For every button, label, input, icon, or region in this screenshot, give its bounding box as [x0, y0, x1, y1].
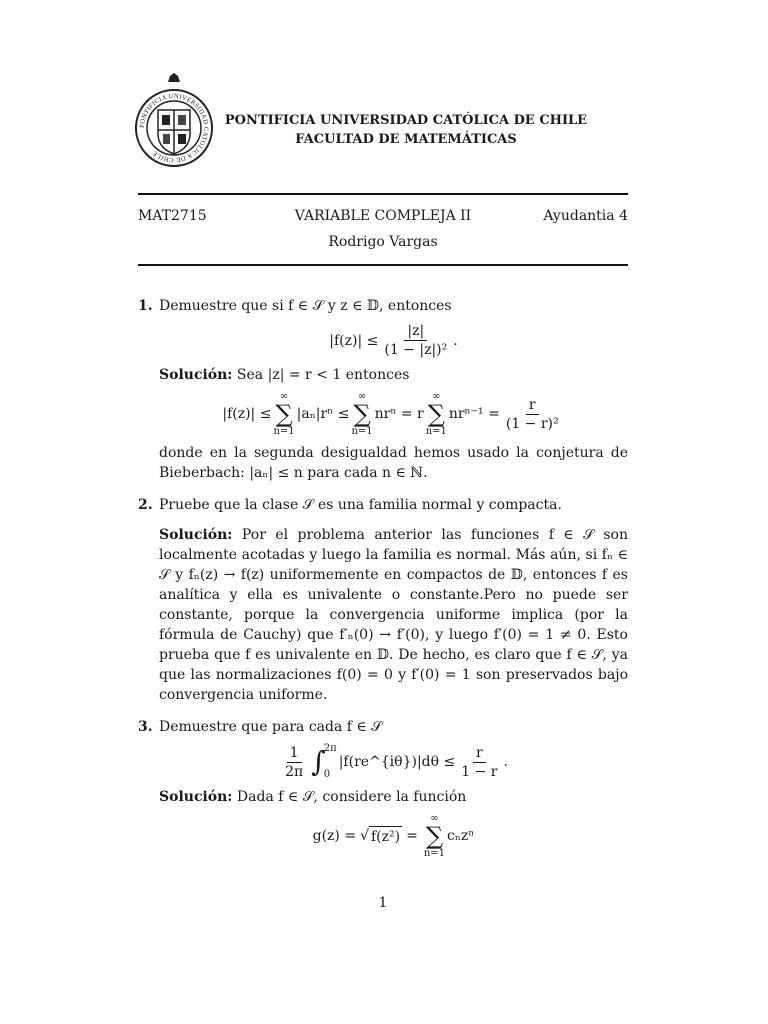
term: nrⁿ⁻¹ =: [448, 406, 500, 422]
institution-name: PONTIFICIA UNIVERSIDAD CATÓLICA DE CHILE: [224, 113, 588, 128]
problem-statement: Pruebe que la clase 𝒮 es una familia normal y compacta.: [159, 497, 562, 513]
eq-end: .: [503, 754, 508, 770]
paragraph: donde en la segunda desigualdad hemos usado la conjetura de Bieberbach: |aₙ| ≤ n para cada n ∈ ℕ.: [159, 445, 628, 481]
problem-number: 3.: [138, 719, 153, 735]
problem-2: [138, 495, 628, 705]
integrand: |f(re^{iθ})|dθ ≤: [338, 754, 456, 770]
solution-text: Por el problema anterior las funciones f ∈ 𝒮 son localmente acotadas y luego la familia es normal. Más aún, si fₙ ∈ 𝒮 y fₙ(z) → f(z) uniformemente en compactos de 𝔻, entonces f es analítica y ella es univalente o constante.Pero no puede ser constante, porque la convergencia uniforme implica (por la fórmula de Cauchy) que f′ₙ(0) → f′(0), y luego f′(0) = 1 ≠ 0. Esto prueba que f es univalente en 𝔻. De hecho, es claro que f ∈ 𝒮, ya que las normalizaciones f(0) = 0 y f′(0) = 1 son preservados bajo convergencia uniforme.: [159, 527, 628, 703]
equation: [159, 391, 628, 437]
denominator: (1 − |z|)²: [384, 342, 448, 358]
eq-lhs: g(z) =: [312, 828, 357, 844]
solution-text: Sea |z| = r < 1 entonces: [232, 367, 410, 383]
author-name: Rodrigo Vargas: [328, 234, 438, 250]
eq-lhs: |f(z)| ≤: [329, 332, 379, 349]
equation: [159, 743, 628, 781]
term: |aₙ|rⁿ ≤: [296, 406, 350, 422]
institution-heading: [222, 111, 590, 149]
university-seal-logo: [134, 72, 214, 170]
problem-number: 2.: [138, 497, 153, 513]
problem-statement: Demuestre que si f ∈ 𝒮 y z ∈ 𝔻, entonces: [159, 298, 452, 314]
course-title: VARIABLE COMPLEJA II: [294, 208, 472, 224]
problem-1: [138, 296, 628, 483]
eq-end: .: [453, 332, 458, 349]
solution-label: Solución:: [159, 527, 233, 543]
problem-number: 1.: [138, 298, 153, 314]
summation: ∞ ∑ n=1: [351, 391, 373, 437]
bottom-rule: [138, 264, 628, 266]
problem-statement: Demuestre que para cada f ∈ 𝒮: [159, 719, 383, 735]
svg-text:PONTIFICIA UNIVERSIDAD CATOLIC: PONTIFICIA UNIVERSIDAD CATOLICA DE CHILE: [138, 92, 210, 164]
fraction: $\frac{r}{1 - r}$: [461, 744, 498, 780]
top-rule: [138, 193, 628, 195]
numerator: |z|: [404, 322, 427, 341]
course-code: MAT2715: [138, 208, 207, 224]
problem-3: [138, 717, 628, 859]
fraction: [381, 322, 450, 359]
summation: ∞ ∑ n=1: [273, 391, 295, 437]
eq-lhs: |f(z)| ≤: [222, 406, 272, 422]
term: nrⁿ = r: [374, 406, 424, 422]
solution-text: Dada f ∈ 𝒮, considere la función: [232, 789, 467, 805]
integral: ∫ 2π 0: [311, 743, 337, 780]
solution-label: Solución:: [159, 367, 233, 383]
fraction: $\frac{r}{\text{(1 − r)²}}$: [505, 396, 559, 432]
content-body: [138, 296, 628, 865]
eq-rhs: cₙzⁿ: [447, 828, 475, 844]
fraction: $\frac{1}{2\pi}$: [285, 744, 304, 780]
summation: ∞ ∑ n=1: [423, 813, 446, 859]
sqrt-arg: f(z²): [369, 826, 402, 847]
page-number: 1: [378, 895, 388, 911]
summation: ∞ ∑ n=1: [425, 391, 447, 437]
doc-label: Ayudantia 4: [543, 208, 628, 224]
solution-label: Solución:: [159, 789, 233, 805]
faculty-name: FACULTAD DE MATEMÁTICAS: [295, 132, 517, 147]
equation: [159, 322, 628, 359]
equation: g(z) = √ f(z²) = ∞ ∑ n=1 cₙzⁿ: [312, 813, 475, 859]
